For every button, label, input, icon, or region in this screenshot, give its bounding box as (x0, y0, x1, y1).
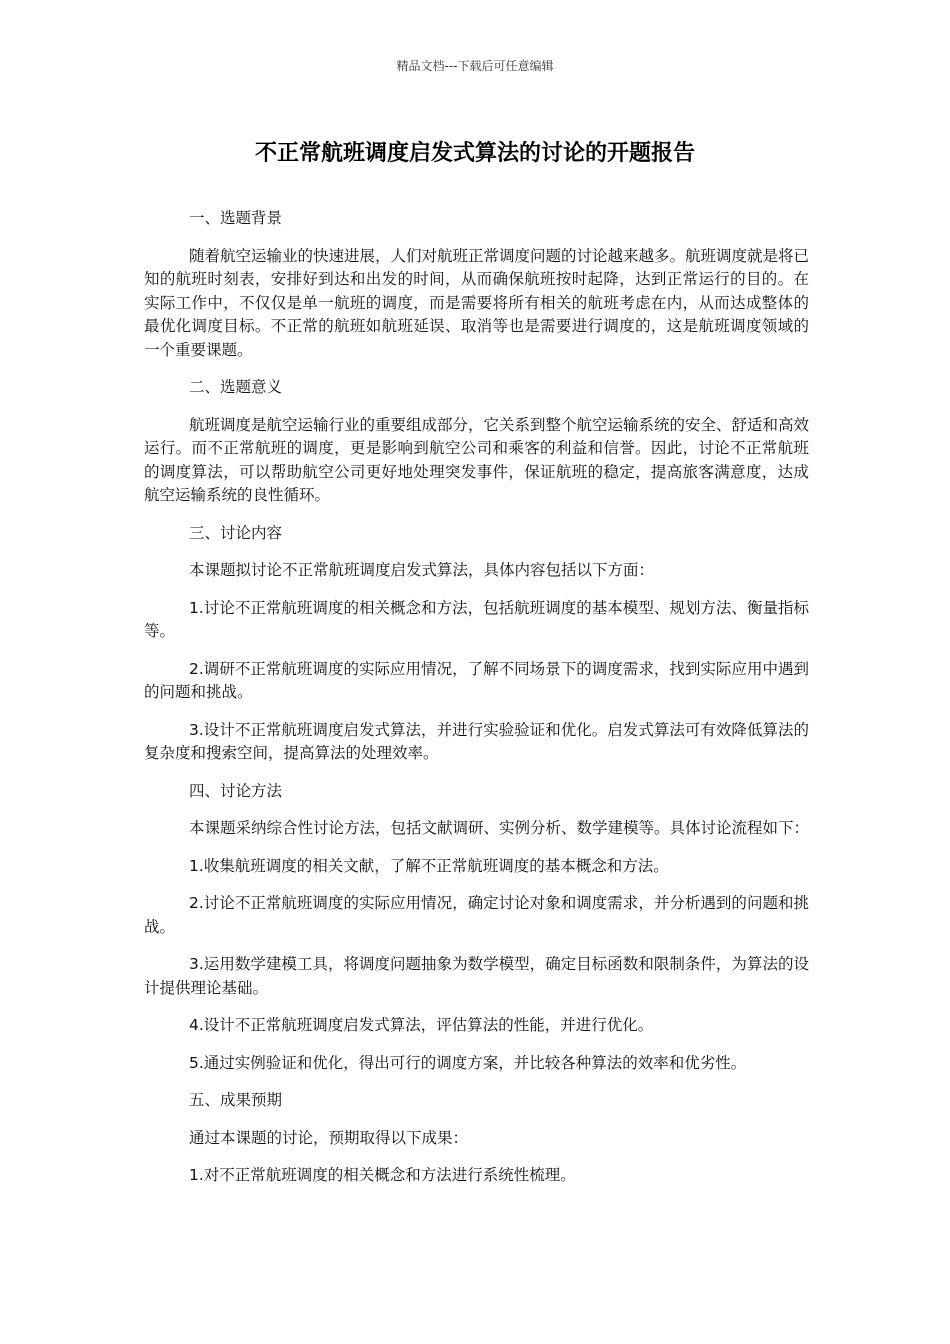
paragraph: 通过本课题的讨论，预期取得以下成果： (189, 1128, 469, 1147)
list-item: 1.讨论不正常航班调度的相关概念和方法，包括航班调度的基本模型、规划方法、衡量指标等。 (144, 598, 809, 640)
list-item: 4.设计不正常航班调度启发式算法，评估算法的性能，并进行优化。 (189, 1016, 654, 1034)
list-item: 1.对不正常航班调度的相关概念和方法进行系统性梳理。 (189, 1166, 576, 1184)
list-item: 1.收集航班调度的相关文献，了解不正常航班调度的基本概念和方法。 (189, 856, 669, 875)
section-heading-significance: 二、选题意义 (189, 378, 283, 396)
paragraph: 随着航空运输业的快速进展，人们对航班正常调度问题的讨论越来越多。航班调度就是将已知的航班时刻表，安排好到达和出发的时间，从而确保航班按时起降，达到正常运行的目的。在实际工作中，不仅仅是单一航班的调度，而是需要将所有相关的航班考虑在内，从而达成整体的最优化调度目标。不正常的航班如航班延误、取消等也是需要进行调度的，这是航班调度领域的一个重要课题。 (144, 246, 810, 359)
document-title: 不正常航班调度启发式算法的讨论的开题报告 (254, 141, 695, 166)
section-heading-background: 一、选题背景 (189, 209, 283, 227)
list-item: 2.讨论不正常航班调度的实际应用情况，确定讨论对象和调度需求，并分析遇到的问题和挑战。 (144, 894, 809, 936)
paragraph: 本课题采纳综合性讨论方法，包括文献调研、实例分析、数学建模等。具体讨论流程如下： (189, 819, 810, 837)
list-item: 3.设计不正常航班调度启发式算法，并进行实验验证和优化。启发式算法可有效降低算法的复杂度和搜索空间，提高算法的处理效率。 (144, 720, 809, 762)
section-heading-method: 四、讨论方法 (189, 781, 283, 800)
section-heading-expected-results: 五、成果预期 (189, 1091, 283, 1109)
list-item: 3.运用数学建模工具，将调度问题抽象为数学模型，确定目标函数和限制条件，为算法的设计提供理论基础。 (144, 955, 809, 997)
section-heading-content: 三、讨论内容 (189, 523, 283, 542)
paragraph: 航班调度是航空运输行业的重要组成部分，它关系到整个航空运输系统的安全、舒适和高效运行。而不正常航班的调度，更是影响到航空公司和乘客的利益和信誉。因此，讨论不正常航班的调度算法，可以帮助航空公司更好地处理突发事件，保证航班的稳定，提高旅客满意度，达成航空运输系统的良性循环。 (144, 415, 810, 504)
document-body (144, 207, 809, 1202)
list-item: 2.调研不正常航班调度的实际应用情况，了解不同场景下的调度需求，找到实际应用中遇到的问题和挑战。 (144, 659, 809, 701)
paragraph: 本课题拟讨论不正常航班调度启发式算法，具体内容包括以下方面： (189, 561, 655, 579)
list-item: 5.通过实例验证和优化，得出可行的调度方案，并比较各种算法的效率和优劣性。 (189, 1053, 747, 1072)
page-header-note: 精品文档---下载后可任意编辑 (396, 59, 554, 73)
